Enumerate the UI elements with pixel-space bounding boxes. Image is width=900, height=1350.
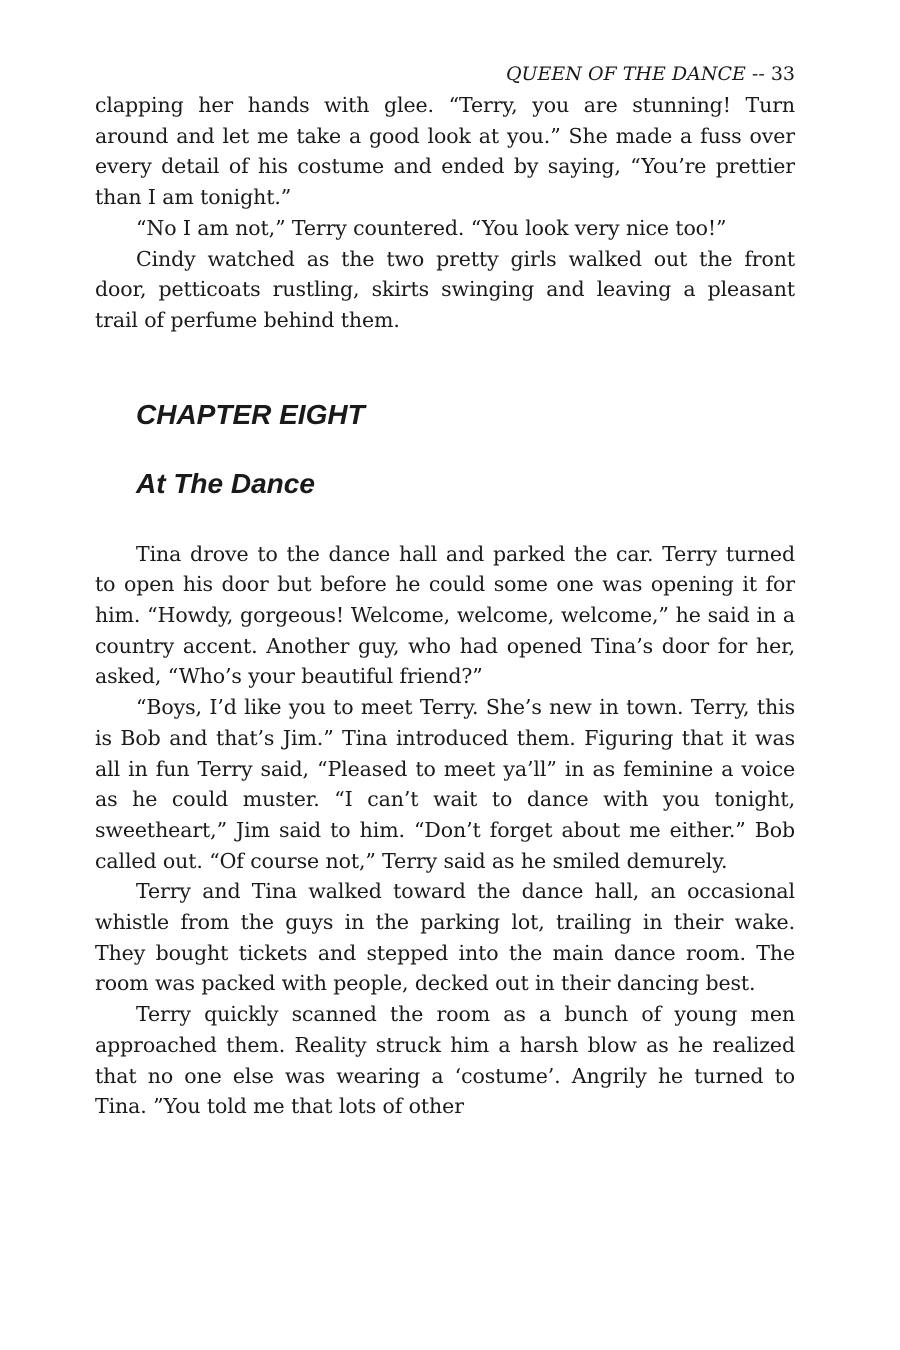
body-paragraph: Terry quickly scanned the room as a bunch of young men approached them. Reality struck him a harsh blow as he realized that no one else was wearing a ‘costume’. Angrily he turned to Tina. ”You told me that lots of other [95, 1002, 795, 1119]
book-page [95, 60, 795, 1122]
body-paragraph: Terry and Tina walked toward the dance hall, an occasional whistle from the guys in the parking lot, trailing in their wake. They bought tickets and stepped into the main dance room. The room was packed with people, decked out in their dancing best. [95, 879, 795, 996]
body-paragraph: Cindy watched as the two pretty girls walked out the front door, petticoats rustling, skirts swinging and leaving a pleasant trail of perfume behind them. [95, 246, 795, 332]
chapter-subtitle: At The Dance [136, 467, 315, 499]
body-paragraph: clapping her hands with glee. “Terry, you are stunning! Turn around and let me take a good look at you.” She made a fuss over every detail of his costume and ended by saying, “You’re prettier than I am tonight.” [95, 93, 795, 210]
chapter-title: CHAPTER EIGHT [136, 398, 365, 430]
page-number: 33 [770, 63, 795, 85]
body-paragraph: “No I am not,” Terry countered. “You look very nice too!” [136, 215, 727, 240]
running-header [95, 60, 795, 90]
body-paragraph: “Boys, I’d like you to meet Terry. She’s new in town. Terry, this is Bob and that’s Jim.” Tina introduced them. Figuring that it was all in fun Terry said, “Pleased to meet ya’ll” in as feminine a voice as he could muster. “I can’t wait to dance with you tonight, sweetheart,” Jim said to him. “Don’t forget about me either.” Bob called out. “Of course not,” Terry said as he smiled demurely. [95, 695, 795, 873]
body-paragraph: Tina drove to the dance hall and parked the car. Terry turned to open his door but before he could some one was opening it for him. “Howdy, gorgeous! Welcome, welcome, welcome,” he said in a country accent. Another guy, who had opened Tina’s door for her, asked, “Who’s your beautiful friend?” [95, 541, 795, 689]
running-title: QUEEN OF THE DANCE -- [505, 63, 765, 85]
